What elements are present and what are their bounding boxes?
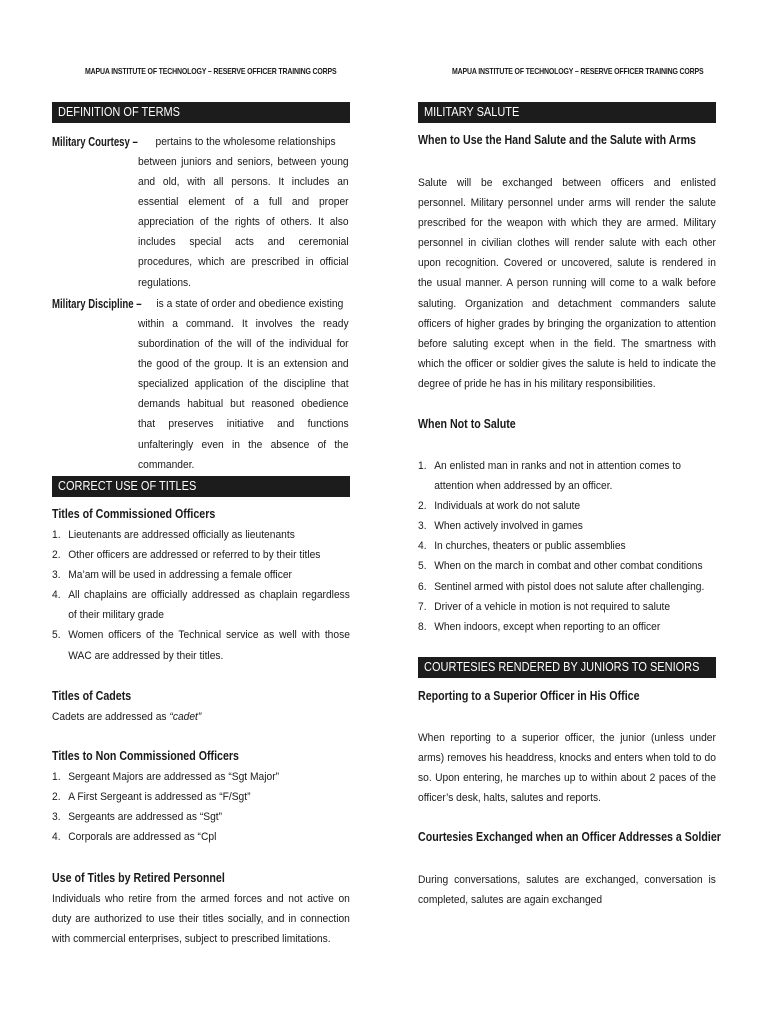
list-item-text: Women officers of the Technical service as well with those WAC are addressed by their titles. (68, 629, 350, 662)
subheading-non-commissioned-officers: Titles to Non Commissioned Officers (52, 748, 239, 763)
section-title: DEFINITION OF TERMS (58, 105, 181, 119)
cadets-word: “cadet” (169, 711, 202, 723)
list-item-text: Ma’am will be used in addressing a female officer (68, 569, 292, 582)
section-bar-definition-of-terms (52, 102, 350, 123)
list-item-number: 1. (52, 529, 61, 541)
cadets-text (52, 707, 201, 727)
list-item-text: Other officers are addressed or referred to by their titles (68, 549, 321, 562)
subheading-courtesies-exchanged: Courtesies Exchanged when an Officer Addresses a Soldier (418, 829, 721, 844)
list-item-number: 3. (52, 811, 61, 824)
list-item-number: 8. (418, 620, 427, 633)
list-item-number: 1. (418, 460, 427, 472)
list-item-number: 2. (52, 549, 61, 562)
list-item (52, 585, 350, 625)
definition-military-courtesy-body: between juniors and seniors, between young and old, with all persons. It includes an essential element of a full and proper appreciation of the rights of others. It also includes special acts and ceremonial procedures, which are prescribed in official regulations. (138, 156, 349, 289)
running-header-left: MAPUA INSTITUTE OF TECHNOLOGY – RESERVE OFFICER TRAINING CORPS (85, 66, 337, 76)
list-item-number: 5. (52, 629, 61, 642)
list-item (52, 767, 350, 787)
list-item-text: An enlisted man in ranks and not in attention comes to attention when addressed by an officer. (434, 460, 681, 493)
list-item (418, 496, 716, 516)
list-item-text: Sergeant Majors are addressed as “Sgt Major” (68, 771, 280, 783)
list-item (52, 827, 350, 847)
courtesies-exchanged-text: During conversations, salutes are exchanged, conversation is completed, salutes are again exchanged (418, 874, 716, 907)
list-item (418, 577, 716, 597)
list-item (52, 545, 350, 565)
list-item-number: 4. (418, 540, 427, 553)
running-header-right: MAPUA INSTITUTE OF TECHNOLOGY – RESERVE OFFICER TRAINING CORPS (452, 66, 704, 76)
definition-military-courtesy (52, 132, 350, 153)
cadets-sentence: Cadets are addressed as (52, 711, 167, 723)
list-item-text: Driver of a vehicle in motion is not required to salute (434, 600, 671, 613)
when-to-salute-text: Salute will be exchanged between officers and enlisted personnel. Military personnel under arms will render the salute prescribed for the weapon with which they are armed. Military personnel in civilian clothes will render salute with each other upon recognition. Covered or uncovered, salute is rendered in the usual manner. A person running will come to a walk before saluting. Organization and detachment commanders salute officers of higher grades by bringing the organization to attention before saluting except when in the field. The smartness with which the officer or soldier gives the salute is held to indicate the degree of pride he has in his military responsibilities. (418, 177, 716, 390)
reporting-to-superior-text: When reporting to a superior officer, the junior (unless under arms) removes his headdress, knocks and enters when told to do so. Upon entering, he marches up to within about 2 paces of the officer’s desk, halts, salutes and reports. (418, 732, 716, 805)
list-item-number: 2. (418, 500, 427, 513)
list-item-number: 3. (418, 520, 427, 533)
list-item (52, 565, 350, 585)
section-bar-courtesies-rendered (418, 657, 716, 678)
list-item-text: When indoors, except when reporting to an officer (434, 620, 661, 633)
list-item-number: 4. (52, 831, 61, 844)
term-label: Military Courtesy – (52, 134, 138, 149)
term-label: Military Discipline – (52, 296, 142, 311)
term-first-line: pertains to the wholesome relationships (155, 136, 336, 148)
when-not-to-salute-list (418, 456, 716, 637)
subheading-when-not-to-salute: When Not to Salute (418, 416, 516, 431)
list-item (418, 617, 716, 637)
list-item-text: Sergeants are addressed as “Sgt” (68, 811, 223, 824)
commissioned-officers-list (52, 525, 350, 666)
subheading-when-to-salute: When to Use the Hand Salute and the Salute with Arms (418, 132, 696, 147)
list-item-text: Lieutenants are addressed officially as lieutenants (68, 529, 295, 541)
list-item-number: 3. (52, 569, 61, 582)
list-item-text: When on the march in combat and other combat conditions (434, 560, 703, 573)
list-item (418, 556, 716, 576)
list-item (418, 597, 716, 617)
subheading-titles-of-cadets: Titles of Cadets (52, 688, 132, 703)
list-item (52, 525, 350, 545)
list-item-text: Individuals at work do not salute (434, 500, 581, 513)
list-item (52, 787, 350, 807)
list-item-text: Corporals are addressed as “Cpl (68, 831, 217, 844)
list-item-text: A First Sergeant is addressed as “F/Sgt” (68, 791, 251, 804)
subheading-retired-personnel: Use of Titles by Retired Personnel (52, 870, 225, 885)
list-item (418, 536, 716, 556)
subheading-commissioned-officers: Titles of Commissioned Officers (52, 506, 216, 521)
list-item-number: 4. (52, 589, 61, 602)
list-item (418, 516, 716, 536)
list-item (418, 456, 716, 496)
section-title: MILITARY SALUTE (424, 105, 520, 119)
list-item-text: In churches, theaters or public assemblies (434, 540, 626, 553)
section-title: CORRECT USE OF TITLES (58, 479, 197, 493)
term-first-line: is a state of order and obedience existing (156, 298, 344, 310)
list-item-number: 6. (418, 580, 427, 593)
retired-personnel-text: Individuals who retire from the armed forces and not active on duty are authorized to use their titles socially, and in connection with commercial enterprises, subject to prescribed limitations. (52, 893, 350, 946)
nco-titles-list (52, 767, 350, 847)
section-bar-correct-use-of-titles (52, 476, 350, 497)
list-item-number: 1. (52, 771, 61, 783)
list-item-text: All chaplains are officially addressed as chaplain regardless of their military grade (68, 589, 350, 622)
list-item-number: 5. (418, 560, 427, 573)
list-item (52, 807, 350, 827)
subheading-reporting-to-superior: Reporting to a Superior Officer in His Office (418, 688, 640, 703)
definition-military-discipline (52, 294, 350, 315)
section-title: COURTESIES RENDERED BY JUNIORS TO SENIORS (424, 660, 700, 674)
list-item-text: Sentinel armed with pistol does not salute after challenging. (434, 580, 705, 593)
list-item-number: 2. (52, 791, 61, 804)
list-item (52, 625, 350, 665)
section-bar-military-salute (418, 102, 716, 123)
list-item-number: 7. (418, 600, 427, 613)
definition-military-discipline-body: within a command. It involves the ready subordination of the will of the individual for the good of the group. It is an extension and specialized application of the discipline that demands habitual but reasoned obedience that preserves initiative and functions unfalteringly even in the absence of the commander. (138, 318, 349, 471)
list-item-text: When actively involved in games (434, 520, 583, 533)
